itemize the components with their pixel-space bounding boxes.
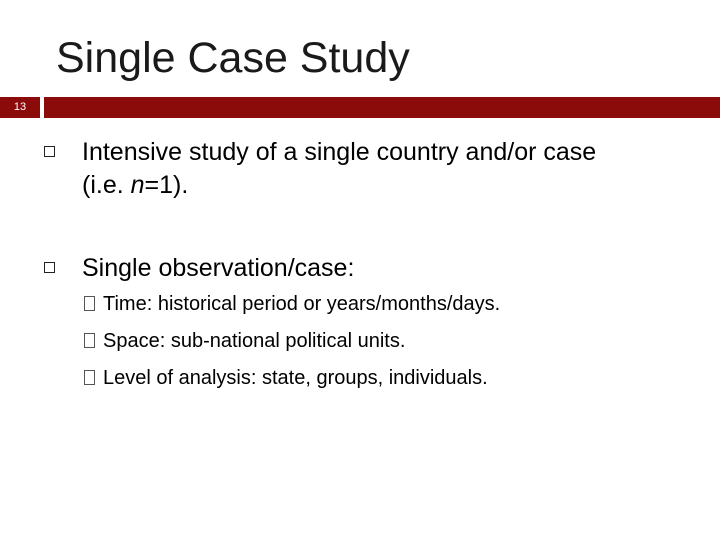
bullet-item-single-observation — [44, 252, 684, 292]
sub-bullet-text: Space: sub-national political units. — [103, 330, 406, 352]
bullet-text: Single observation/case: — [82, 254, 355, 282]
bullet-line-1: Intensive study of a single country and/or case — [82, 138, 597, 166]
slide-number: 13 — [0, 97, 40, 118]
sub-bullet-text: Level of analysis: state, groups, individuals. — [103, 367, 488, 389]
n-variable: n — [130, 171, 145, 199]
bullet-line-2 — [82, 169, 596, 202]
sub-bullet-text: Time: historical period or years/months/days. — [103, 293, 501, 315]
bullet-line-2-prefix: (i.e. — [82, 171, 131, 199]
sub-bullet-space — [84, 329, 704, 354]
slide-title: Single Case Study — [56, 34, 410, 82]
hollow-rectangle-icon — [84, 296, 95, 311]
bullet-item-intensive-study — [44, 136, 684, 216]
hollow-rectangle-icon — [84, 370, 95, 385]
bullet-text — [82, 136, 596, 202]
hollow-square-icon — [44, 146, 55, 157]
hollow-square-icon — [44, 262, 55, 273]
hollow-rectangle-icon — [84, 333, 95, 348]
sub-bullet-time — [84, 292, 704, 317]
sub-bullet-level — [84, 366, 704, 391]
bullet-line-2-suffix: =1). — [144, 171, 189, 199]
